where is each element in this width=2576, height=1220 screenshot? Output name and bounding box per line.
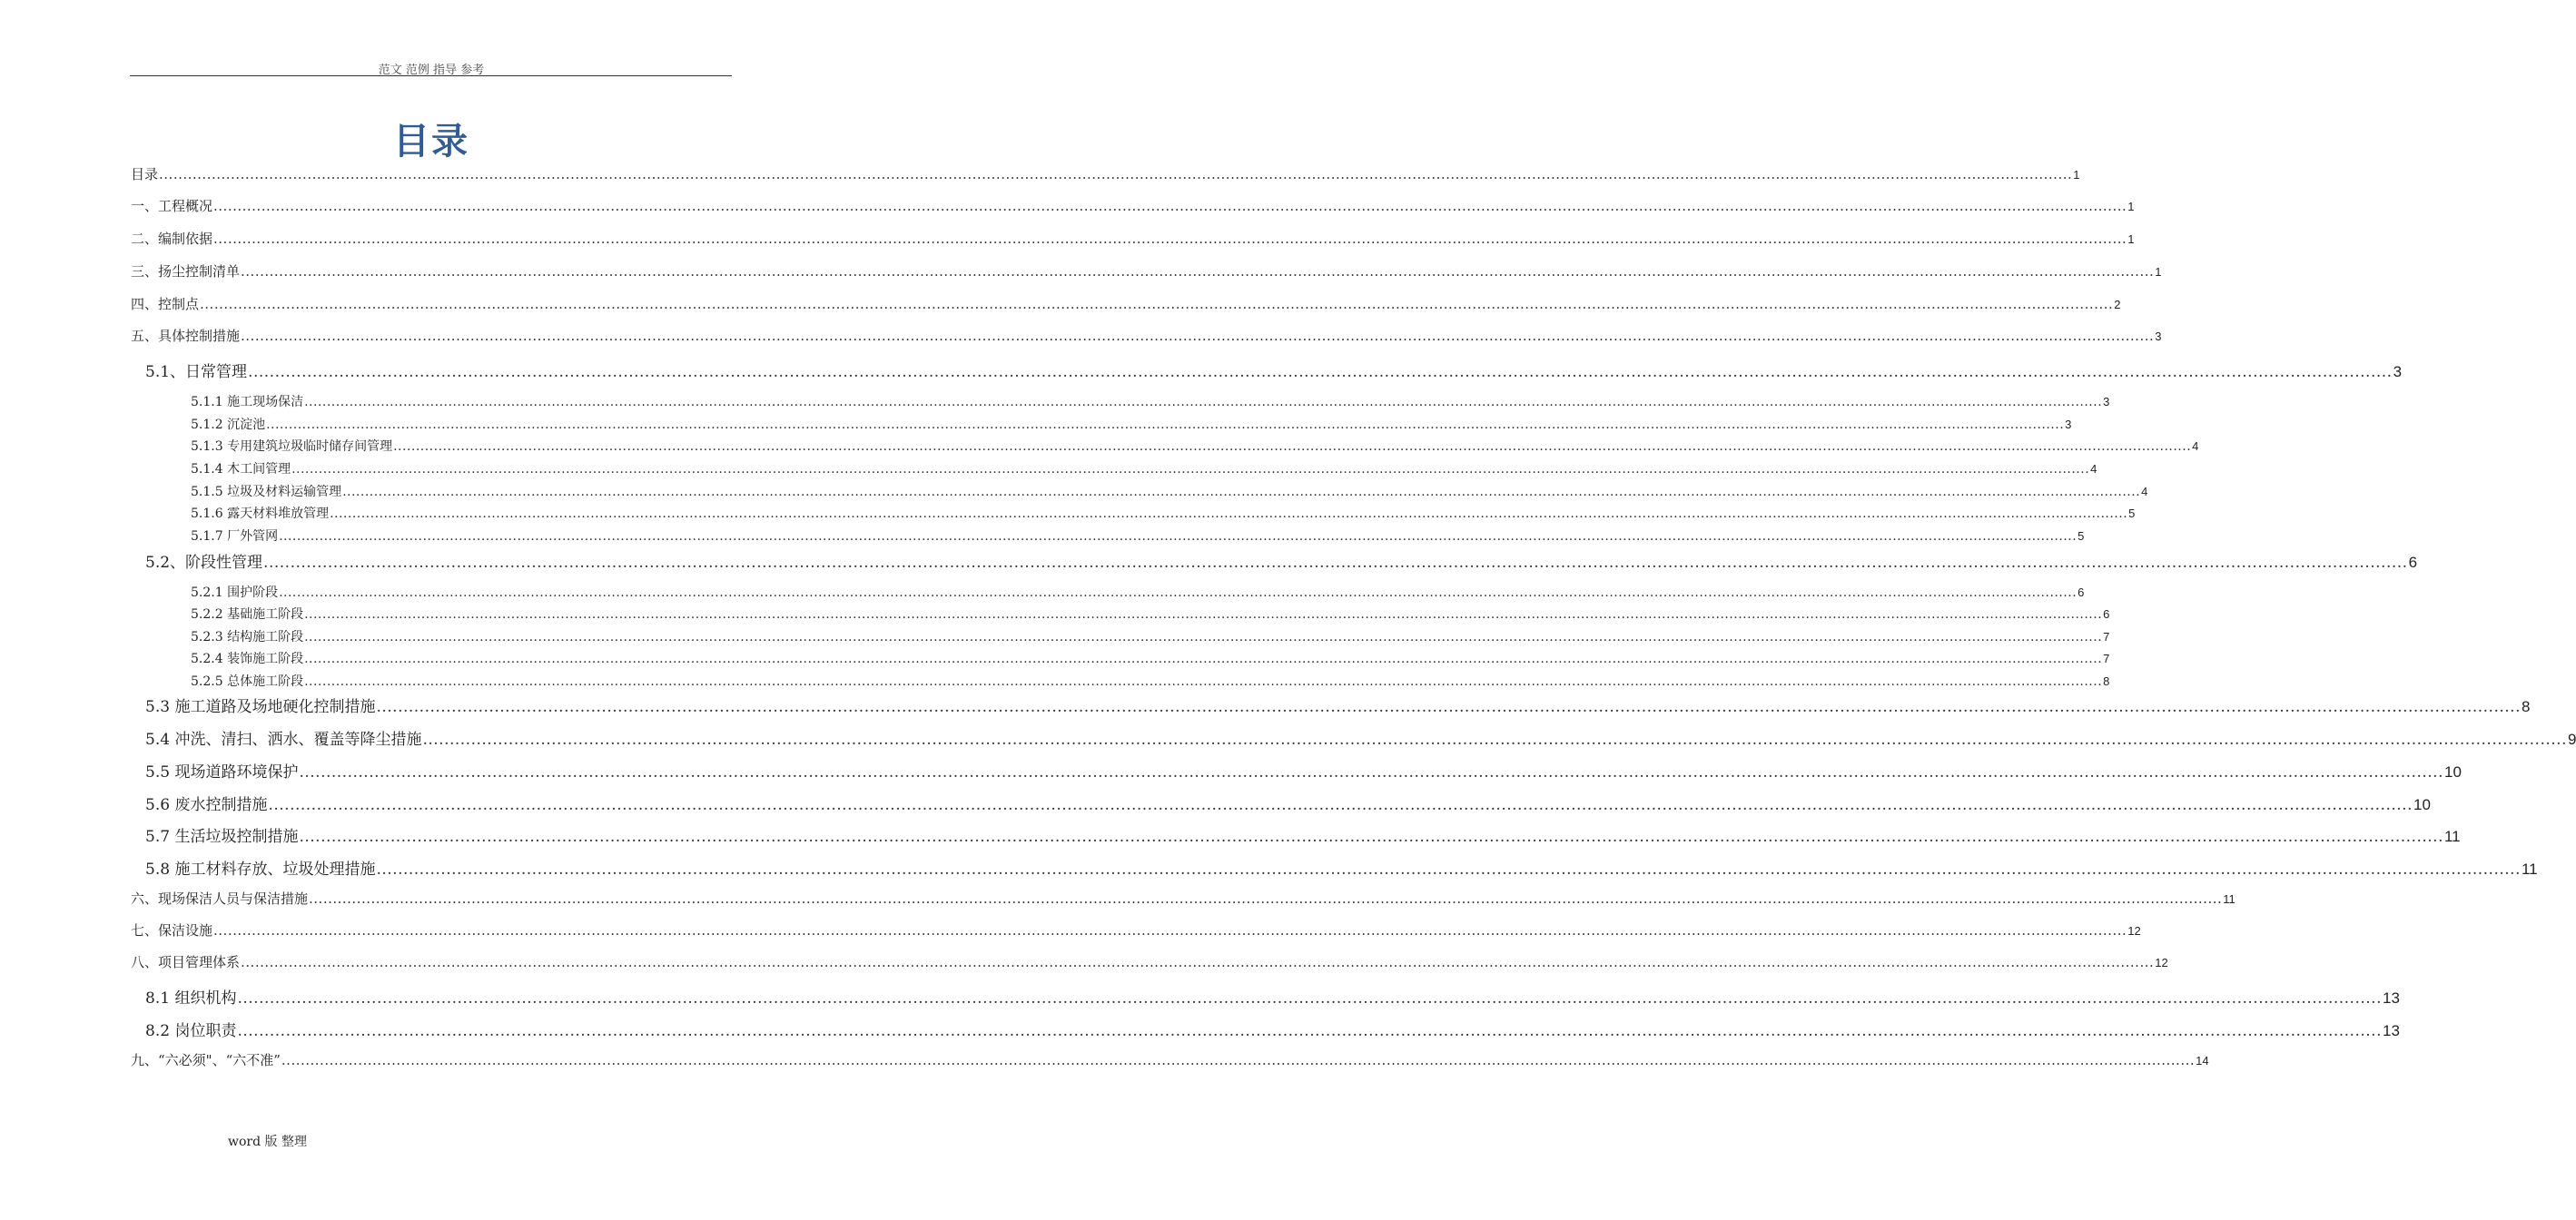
toc-entry[interactable] [191,672,2110,690]
toc-entry-title: 8.1 组织机构 [145,989,237,1008]
toc-dot-leader: ................................................................................................................................................................................................................................................................................................................................................................................................................ [213,198,2127,214]
toc-entry-title: 5.1.7 厂外管网 [191,529,279,544]
toc-entry-page: 10 [2413,796,2431,813]
toc-dot-leader: ................................................................................................................................................................................................................................................................................................................................................................................................................ [304,674,2103,689]
toc-entry[interactable] [191,504,2136,522]
toc-entry[interactable] [131,326,2162,345]
toc-dot-leader: ................................................................................................................................................................................................................................................................................................................................................................................................................ [279,529,2078,544]
toc-dot-leader: ................................................................................................................................................................................................................................................................................................................................................................................................................ [422,731,2567,749]
toc-entry-page: 6 [2408,554,2418,571]
toc-entry-title: 5.2、阶段性管理 [145,554,263,572]
toc-entry[interactable] [191,526,2085,545]
toc-entry-title: 一、工程概况 [131,198,213,214]
toc-entry[interactable] [131,1050,2209,1069]
toc-entry-title: 二、编制依据 [131,231,213,247]
toc-entry-page: 11 [2223,892,2235,906]
page-header: 范文 范例 指导 参考 [378,64,485,77]
toc-dot-leader: ................................................................................................................................................................................................................................................................................................................................................................................................................ [342,485,2141,499]
toc-entry-page: 3 [2155,330,2162,343]
toc-dot-leader: ................................................................................................................................................................................................................................................................................................................................................................................................................ [237,1022,2382,1040]
toc-dot-leader: ................................................................................................................................................................................................................................................................................................................................................................................................................ [241,328,2155,344]
toc-dot-leader: ................................................................................................................................................................................................................................................................................................................................................................................................................ [241,954,2155,970]
toc-entry-page: 1 [2127,232,2135,246]
toc-dot-leader: ................................................................................................................................................................................................................................................................................................................................................................................................................ [159,166,2073,182]
toc-entry-page: 7 [2103,630,2110,644]
toc-entry-page: 3 [2065,418,2072,431]
toc-entry-page: 13 [2382,1022,2400,1039]
toc-entry-title: 六、现场保洁人员与保洁措施 [131,890,309,907]
toc-entry-page: 3 [2393,363,2403,380]
toc-dot-leader: ................................................................................................................................................................................................................................................................................................................................................................................................................ [309,890,2223,907]
toc-entry-page: 8 [2521,698,2531,715]
toc-entry-title: 5.1.1 施工现场保洁 [191,395,304,409]
toc-entry[interactable] [131,294,2121,313]
toc-entry-page: 4 [2090,462,2097,476]
toc-dot-leader: ................................................................................................................................................................................................................................................................................................................................................................................................................ [304,652,2103,666]
toc-entry[interactable] [191,392,2110,410]
toc-entry[interactable] [145,759,2462,782]
toc-dot-leader: ................................................................................................................................................................................................................................................................................................................................................................................................................ [291,462,2090,477]
toc-entry-page: 6 [2103,607,2110,621]
toc-entry[interactable] [191,482,2148,500]
toc-entry-page: 4 [2141,485,2148,498]
toc-entry[interactable] [191,415,2072,433]
toc-dot-leader: ................................................................................................................................................................................................................................................................................................................................................................................................................ [304,630,2103,644]
toc-entry-page: 5 [2078,529,2085,543]
toc-entry-title: 5.1.5 垃圾及材料运输管理 [191,485,342,499]
toc-entry-page: 11 [2443,828,2461,845]
toc-entry-page: 12 [2155,956,2168,969]
toc-entry-page: 9 [2567,731,2576,748]
toc-entry-page: 3 [2103,395,2110,408]
toc-entry-page: 6 [2078,585,2085,599]
toc-dot-leader: ................................................................................................................................................................................................................................................................................................................................................................................................................ [200,296,2114,312]
toc-entry[interactable] [131,920,2141,940]
toc-entry-page: 10 [2443,763,2462,781]
toc-entry[interactable] [145,792,2431,814]
toc-dot-leader: ................................................................................................................................................................................................................................................................................................................................................................................................................ [281,1052,2196,1068]
toc-dot-leader: ................................................................................................................................................................................................................................................................................................................................................................................................................ [299,828,2443,846]
toc-dot-leader: ................................................................................................................................................................................................................................................................................................................................................................................................................ [376,861,2521,879]
toc-entry-page: 1 [2073,168,2080,182]
toc-entry[interactable] [191,605,2110,623]
toc-entry-title: 七、保洁设施 [131,922,213,939]
toc-entry-title: 5.1.4 木工间管理 [191,462,291,477]
toc-dot-leader: ................................................................................................................................................................................................................................................................................................................................................................................................................ [376,698,2521,716]
toc-entry[interactable] [131,952,2168,971]
toc-entry[interactable] [191,583,2085,601]
toc-dot-leader: ................................................................................................................................................................................................................................................................................................................................................................................................................ [279,585,2078,600]
toc-entry-page: 5 [2128,507,2136,520]
toc-entry[interactable] [145,985,2400,1008]
toc-entry[interactable] [131,889,2235,908]
toc-dot-leader: ................................................................................................................................................................................................................................................................................................................................................................................................................ [237,989,2382,1008]
toc-entry-title: 九、“六必须"、“六不准” [131,1052,281,1068]
toc-entry[interactable] [191,627,2110,645]
toc-entry-title: 五、具体控制措施 [131,328,241,344]
toc-entry-title: 5.1.2 沉淀池 [191,418,266,432]
toc-entry-page: 13 [2382,989,2400,1007]
toc-entry-title: 5.3 施工道路及场地硬化控制措施 [145,698,376,716]
toc-dot-leader: ................................................................................................................................................................................................................................................................................................................................................................................................................ [393,439,2192,454]
toc-entry-page: 11 [2521,861,2538,878]
toc-entry-title: 5.8 施工材料存放、垃圾处理措施 [145,861,376,879]
toc-entry-title: 5.4 冲洗、清扫、洒水、覆盖等降尘措施 [145,731,422,749]
toc-entry[interactable] [145,549,2418,572]
toc-entry[interactable] [191,437,2199,455]
toc-dot-leader: ................................................................................................................................................................................................................................................................................................................................................................................................................ [213,231,2127,247]
toc-entry-title: 5.2.4 装饰施工阶段 [191,652,304,666]
toc-entry-page: 1 [2127,200,2135,213]
toc-dot-leader: ................................................................................................................................................................................................................................................................................................................................................................................................................ [248,363,2393,381]
toc-dot-leader: ................................................................................................................................................................................................................................................................................................................................................................................................................ [330,507,2128,521]
toc-entry-title: 5.2.1 围护阶段 [191,585,279,600]
page-footer: word 版 整理 [228,1135,307,1149]
toc-dot-leader: ................................................................................................................................................................................................................................................................................................................................................................................................................ [299,763,2443,782]
toc-entry-title: 5.6 废水控制措施 [145,796,268,814]
toc-entry-title: 5.5 现场道路环境保护 [145,763,299,782]
toc-entry-page: 7 [2103,652,2110,665]
toc-entry-title: 三、扬尘控制清单 [131,263,241,280]
toc-dot-leader: ................................................................................................................................................................................................................................................................................................................................................................................................................ [213,922,2127,939]
toc-entry[interactable] [191,649,2110,667]
toc-entry[interactable] [131,261,2162,280]
toc-entry[interactable] [145,823,2461,846]
toc-entry[interactable] [191,459,2097,477]
toc-entry-page: 4 [2192,439,2199,453]
toc-dot-leader: ................................................................................................................................................................................................................................................................................................................................................................................................................ [304,607,2103,622]
toc-dot-leader: ................................................................................................................................................................................................................................................................................................................................................................................................................ [263,554,2408,572]
toc-entry-title: 5.7 生活垃圾控制措施 [145,828,299,846]
toc-entry-title: 8.2 岗位职责 [145,1022,237,1040]
toc-entry-page: 1 [2155,265,2162,279]
toc-entry-page: 14 [2196,1054,2209,1068]
toc-dot-leader: ................................................................................................................................................................................................................................................................................................................................................................................................................ [241,263,2155,280]
toc-entry[interactable] [131,196,2135,215]
toc-entry[interactable] [145,694,2531,716]
toc-entry[interactable] [145,726,2576,749]
toc-entry[interactable] [131,229,2135,248]
toc-title: 目录 [393,120,469,162]
toc-entry-title: 目录 [131,166,159,182]
toc-entry-page: 2 [2114,298,2121,311]
toc-entry-page: 8 [2103,674,2110,688]
toc-dot-leader: ................................................................................................................................................................................................................................................................................................................................................................................................................ [304,395,2103,409]
toc-dot-leader: ................................................................................................................................................................................................................................................................................................................................................................................................................ [266,418,2065,432]
toc-entry-title: 八、项目管理体系 [131,954,241,970]
toc-entry[interactable] [145,1018,2400,1040]
toc-entry-title: 5.1、日常管理 [145,363,248,381]
toc-entry-title: 5.2.5 总体施工阶段 [191,674,304,689]
toc-dot-leader: ................................................................................................................................................................................................................................................................................................................................................................................................................ [268,796,2413,814]
toc-entry-page: 12 [2127,924,2141,938]
toc-entry[interactable] [145,359,2403,381]
toc-entry[interactable] [145,856,2538,879]
toc-entry-title: 5.1.6 露天材料堆放管理 [191,507,330,521]
toc-entry-title: 5.2.2 基础施工阶段 [191,607,304,622]
toc-entry[interactable] [131,164,2080,183]
toc-entry-title: 四、控制点 [131,296,200,312]
toc-entry-title: 5.1.3 专用建筑垃圾临时储存间管理 [191,439,393,454]
toc-entry-title: 5.2.3 结构施工阶段 [191,630,304,644]
